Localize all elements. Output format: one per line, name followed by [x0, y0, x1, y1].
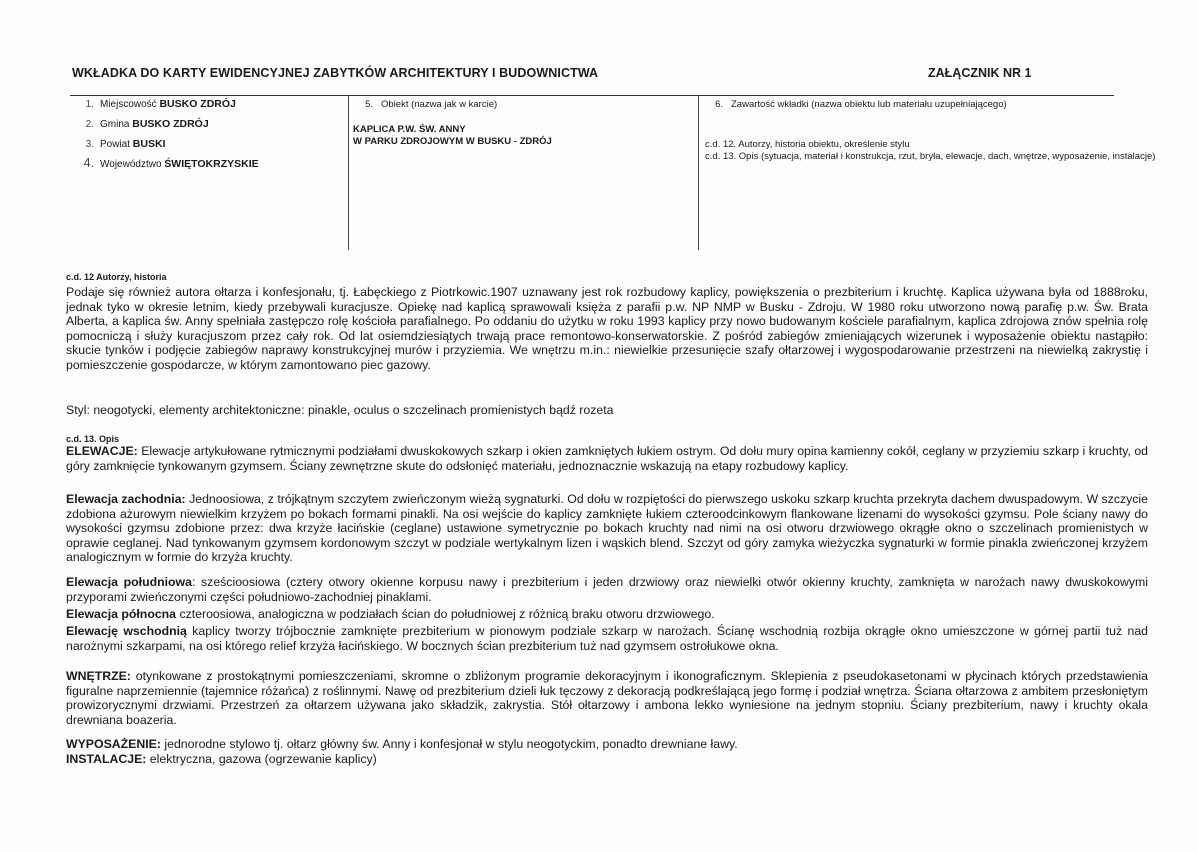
installations-paragraph: INSTALACJE: elektryczna, gazowa (ogrzewanie kaplicy) — [66, 752, 377, 766]
location-column — [70, 96, 348, 250]
section-12-style: Styl: neogotycki, elementy architektoniczne: pinakle, oculus o szczelinach promienistych bądź rozeta — [66, 403, 614, 417]
object-name: KAPLICA P.W. ŚW. ANNY W PARKU ZDROJOWYM W BUSKU - ZDRÓJ — [353, 124, 552, 147]
south-elevation-paragraph: Elewacja południowa: sześcioosiowa (cztery otwory okienne korpusu nawy i prezbiterium i jeden drzwiowy oraz niewielki otwór okienny kruchty, zamknięta w narożach nawy dwuskokowymi przyporami zwieńczonymi części południowo-zachodniej pinaklami. — [66, 575, 1148, 604]
item-voivodeship: 4. Województwo ŚWIĘTOKRZYSKIE — [83, 156, 259, 170]
contents-line-12: c.d. 12. Autorzy, historia obiektu, określenie stylu — [705, 139, 910, 150]
north-elevation-paragraph: Elewacja północna czteroosiowa, analogiczna w podziałach ścian do południowej z różnicą braku otworu drzwiowego. — [66, 607, 715, 621]
contents-line-13: c.d. 13. Opis (sytuacja, materiał i konstrukcja, rzut, bryła, elewacje, dach, wnętrze, wyposażenie, instalacje) — [705, 151, 1156, 162]
section-13-heading: c.d. 13. Opis — [66, 434, 120, 444]
section-12-text: Podaje się również autora ołtarza i konfesjonału, tj. Łabęckiego z Piotrkowic.1907 uznawany jest rok rozbudowy kaplicy, powiększenia o prezbiterium i kruchtę. Kaplica używana była od 1888roku, jednak tyko w okresie letnim, kiedy przebywali kuracjusze. Opiekę nad kaplicą sprawowali księża z parafii p.w. NP NMP w Busku - Zdroju. W 1980 roku utworzono nową parafię p.w. Św. Brata Alberta, a kaplica św. Anny spełniała zastępczo rolę kościoła parafialnego. Po oddaniu do użytku w roku 1993 kaplicy przy nowo budowanym kościele parafialnym, kaplica zdrojowa znów spełnia rolę pomocniczą i służy kuracjuszom przez cały rok. Od lat osiemdziesiątych trwają prace remontowo-konserwatorskie. Z pośród zabiegów zmieniających wizerunek i wyposażenie obiektu nastąpiło: skucie tynków i podjęcie zabiegów naprawy konstrukcyjnej murów i przyziemia. We wnętrzu m.in.: niewielkie przesunięcie szafy ołtarzowej i wygospodarowanie przestrzeni na niewielką zakrystię i pomieszczenie gospodarcze, w którym zamontowano piec gazowy. — [66, 285, 1148, 372]
item-commune: 2. Gmina BUSKO ZDRÓJ — [85, 118, 209, 130]
west-elevation-paragraph: Elewacja zachodnia: Jednoosiowa, z trójkątnym szczytem zwieńczonym wieżą sygnaturki. Od dołu w rozpiętości do pierwszego uskoku szkarp kruchta przekryta dachem dwuspadowym. W szczycie zdobiona ażurowym niewielkim krzyżem po bokach formami pinakli. Na osi wejście do kaplicy zamknięte łukiem czteroodcinkowym flankowane lizenami do wysokości gzymsu. Pole ściany nawy do wysokości gzymsu zdobione przez: dwa krzyże łacińskie (ceglane) ustawione symetrycznie po bokach kruchty nad nimi na osi otworu drzwiowego okrągłe okno o szczelinach promienistych w oprawie ceglanej. Nad tynkowanym gzymsem kordonowym szczyt w podziale wertykalnym lizen i wąskich blend. Szczyt od góry zamyka wieżyczka sygnaturki w formie pinakla zwieńczonej krzyżem analogicznym w formie do krzyża kruchty. — [66, 492, 1148, 565]
card-table — [70, 95, 1156, 250]
contents-label: 6. Zawartość wkładki (nazwa obiektu lub materiału uzupełniającego) — [715, 99, 1007, 110]
interior-paragraph: WNĘTRZE: otynkowane z prostokątnymi pomieszczeniami, skromne o zbliżonym programie dekoracyjnym i ikonograficznym. Sklepienia z pseudokasetonami w płycinach których przedstawienia figuralne naprzemiennie (tajemnice różańca) z roślinnymi. Nawę od prezbiterium dzieli łuk tęczowy z dekoracją podkreślającą jego formę i podział wnętrza. Ściana ołtarzowa z ambitem przesłoniętym prowizorycznymi drzwiami. Przestrzeń za ołtarzem używana jako składzik, zakrystia. Stół ołtarzowy i ambona lekko wyniesione na jednym stopniu. Ściany prezbiterium, nawy i kruchty okala drewniana boazeria. — [66, 669, 1148, 727]
item-locality: 1. Miejscowość BUSKO ZDRÓJ — [85, 98, 236, 110]
object-label: 5. Obiekt (nazwa jak w karcie) — [365, 99, 498, 110]
section-12-heading: c.d. 12 Autorzy, historia — [66, 272, 167, 282]
east-elevation-paragraph: Elewację wschodnią kaplicy tworzy trójbocznie zamknięte prezbiterium w pionowym podziale szkarp w narożach. Ścianę wschodnią rozbija okrągłe okno umieszczone w górnej partii tuż nad narożnymi szkarpami, na osi którego relief krzyża łacińskiego. W bocznych ścian prezbiterium tuż nad gzymsem ostrołukowe okna. — [66, 624, 1149, 653]
object-column — [348, 96, 699, 250]
document-title: WKŁADKA DO KARTY EWIDENCYJNEJ ZABYTKÓW ARCHITEKTURY I BUDOWNICTWA — [72, 66, 599, 80]
elevations-paragraph: ELEWACJE: Elewacje artykułowane rytmicznymi podziałami dwuskokowych szkarp i okien zamkniętych łukiem ostrym. Od dołu mury opina kamienny cokół, ceglany w przyziemiu szkarp i kruchty, od góry zamknięcie tynkowanym gzymsem. Ściany zewnętrzne skute do odsłonięć materiału, jednoznacznie wskazują na etapy rozbudowy kaplicy. — [66, 444, 1148, 473]
furnishing-paragraph: WYPOSAŻENIE: jednorodne stylowo tj. ołtarz główny św. Anny i konfesjonał w stylu neogotyckim, ponadto drewniane ławy. — [66, 737, 738, 751]
item-county: 3. Powiat BUSKI — [85, 138, 166, 150]
contents-column — [698, 96, 1156, 250]
attachment-number: ZAŁĄCZNIK NR 1 — [928, 66, 1032, 80]
